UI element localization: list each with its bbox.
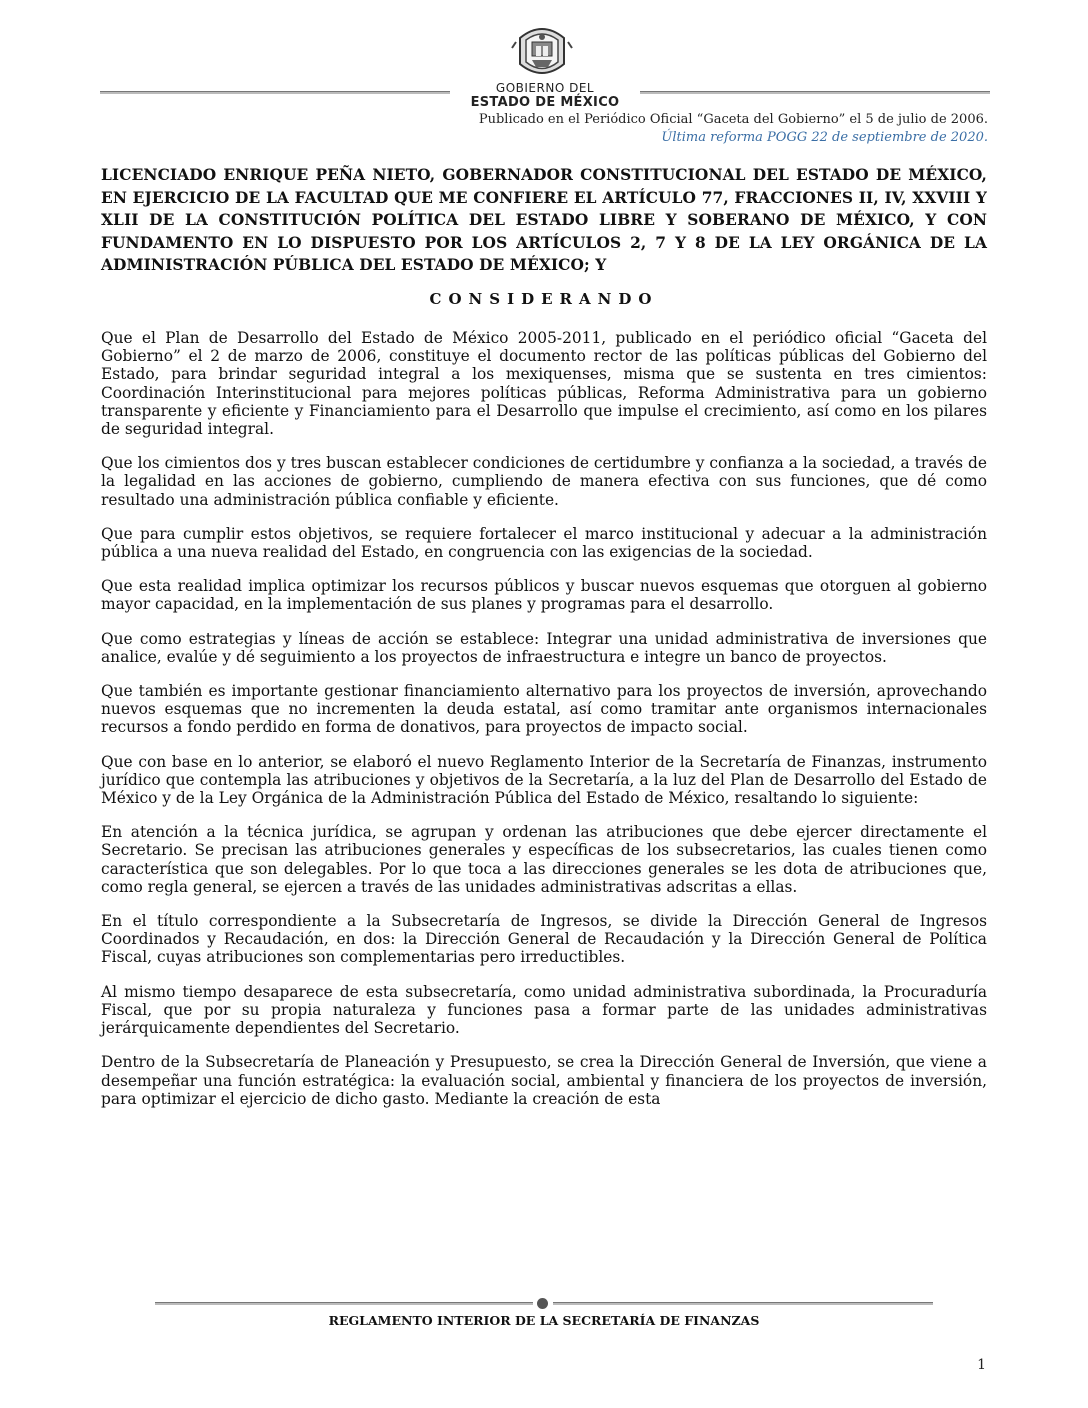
footer-title: REGLAMENTO INTERIOR DE LA SECRETARÍA DE FINANZAS — [328, 1313, 760, 1328]
gov-name-line2: ESTADO DE MÉXICO — [470, 95, 620, 110]
paragraph: Que como estrategias y líneas de acción se establece: Integrar una unidad administrativa de inversiones que analice, evalúe y dé seguimiento a los proyectos de infraestructura e integre un banco de proyectos. — [101, 629, 987, 666]
paragraph: Que esta realidad implica optimizar los recursos públicos y buscar nuevos esquemas que otorguen al gobierno mayor capacidad, en la implementación de sus planes y programas para el desarrollo. — [101, 577, 987, 614]
paragraph: Que con base en lo anterior, se elaboró el nuevo Reglamento Interior de la Secretaría de Finanzas, instrumento jurídico que contempla las atribuciones y objetivos de la Secretaría, a la luz del Plan de Desarrollo del Estado de México y de la Ley Orgánica de la Administración Pública del Estado de México, resaltando lo siguiente: — [101, 752, 987, 808]
considerando-title: CONSIDERANDO — [429, 290, 659, 308]
paragraph: Dentro de la Subsecretaría de Planeación y Presupuesto, se crea la Dirección General de Inversión, que viene a desempeñar una función estratégica: la evaluación social, ambiental y financiera de los proyectos de inversión, para optimizar el ejercicio de dicho gasto. Mediante la creación de esta — [101, 1053, 987, 1108]
state-seal-logo — [510, 20, 574, 82]
paragraph: En atención a la técnica jurídica, se agrupan y ordenan las atribuciones que debe ejercer directamente el Secretario. Se precisan las atribuciones generales y específicas de los subsecretarios, las cuales tienen como característica que son delegables. Por lo que toca a las direcciones generales se les dota de atribuciones que, como regla general, se ejercen a través de las unidades administrativas adscritas a ellas. — [101, 823, 987, 896]
paragraph: Al mismo tiempo desaparece de esta subsecretaría, como unidad administrativa subordinada, la Procuraduría Fiscal, que por su propia naturaleza y funciones pasa a formar parte de las unidades administrativas jerárquicamente dependientes del Secretario. — [101, 982, 987, 1038]
last-reform-note: Última reforma POGG 22 de septiembre de 2020. — [661, 130, 988, 145]
gov-name-line1: GOBIERNO DEL — [495, 81, 595, 95]
footer-rule-left — [155, 1302, 533, 1305]
decree-heading: LICENCIADO ENRIQUE PEÑA NIETO, GOBERNADOR CONSTITUCIONAL DEL ESTADO DE MÉXICO, EN EJERCICIO DE LA FACULTAD QUE ME CONFIERE EL ARTÍCULO 77, FRACCIONES II, IV, XXVIII Y XLII DE LA CONSTITUCIÓN POLÍTICA DEL ESTADO LIBRE Y SOBERANO DE MÉXICO, Y CON FUNDAMENTO EN LO DISPUESTO POR LOS ARTÍCULOS 2, 7 Y 8 DE LA LEY ORGÁNICA DE LA ADMINISTRACIÓN PÚBLICA DEL ESTADO DE MÉXICO; Y — [101, 166, 987, 274]
government-name — [460, 82, 630, 109]
considerando-body — [101, 329, 987, 1124]
paragraph: Que para cumplir estos objetivos, se requiere fortalecer el marco institucional y adecuar a la administración pública a una nueva realidad del Estado, en congruencia con las exigencias de la sociedad. — [101, 524, 987, 562]
paragraph: Que el Plan de Desarrollo del Estado de México 2005-2011, publicado en el periódico oficial “Gaceta del Gobierno” el 2 de marzo de 2006, constituye el documento rector de las políticas públicas del Gobierno del Estado, para brindar seguridad integral a los mexiquenses, misma que se sustenta en tres cimientos: Coordinación Interinstitucional para mejores políticas públicas, Reforma Administrativa para un gobierno transparente y eficiente y Financiamiento para el Desarrollo que impulse el crecimiento, así como en los pilares de seguridad integral. — [101, 329, 987, 439]
paragraph: Que los cimientos dos y tres buscan establecer condiciones de certidumbre y confianza a la sociedad, a través de la legalidad en las acciones de gobierno, cumpliendo de manera efectiva con sus funciones, que dé como resultado una administración pública confiable y eficiente. — [101, 454, 987, 509]
page-number: 1 — [977, 1357, 986, 1373]
paragraph: En el título correspondiente a la Subsecretaría de Ingresos, se divide la Dirección General de Ingresos Coordinados y Recaudación, en dos: la Dirección General de Recaudación y la Dirección General de Política Fiscal, cuyas atribuciones son complementarias pero irreductibles. — [101, 912, 987, 967]
paragraph: Que también es importante gestionar financiamiento alternativo para los proyectos de inversión, aprovechando nuevos esquemas que no incrementen la deuda estatal, así como tramitar ante organismos internacionales recursos a fondo perdido en forma de donativos, para proyectos de impacto social. — [101, 682, 987, 737]
header-rule-left — [100, 91, 450, 94]
publication-note: Publicado en el Periódico Oficial “Gaceta del Gobierno” el 5 de julio de 2006. — [478, 112, 988, 127]
header-rule-right — [640, 91, 990, 94]
footer-dot — [537, 1298, 548, 1309]
footer-rule-right — [553, 1302, 933, 1305]
